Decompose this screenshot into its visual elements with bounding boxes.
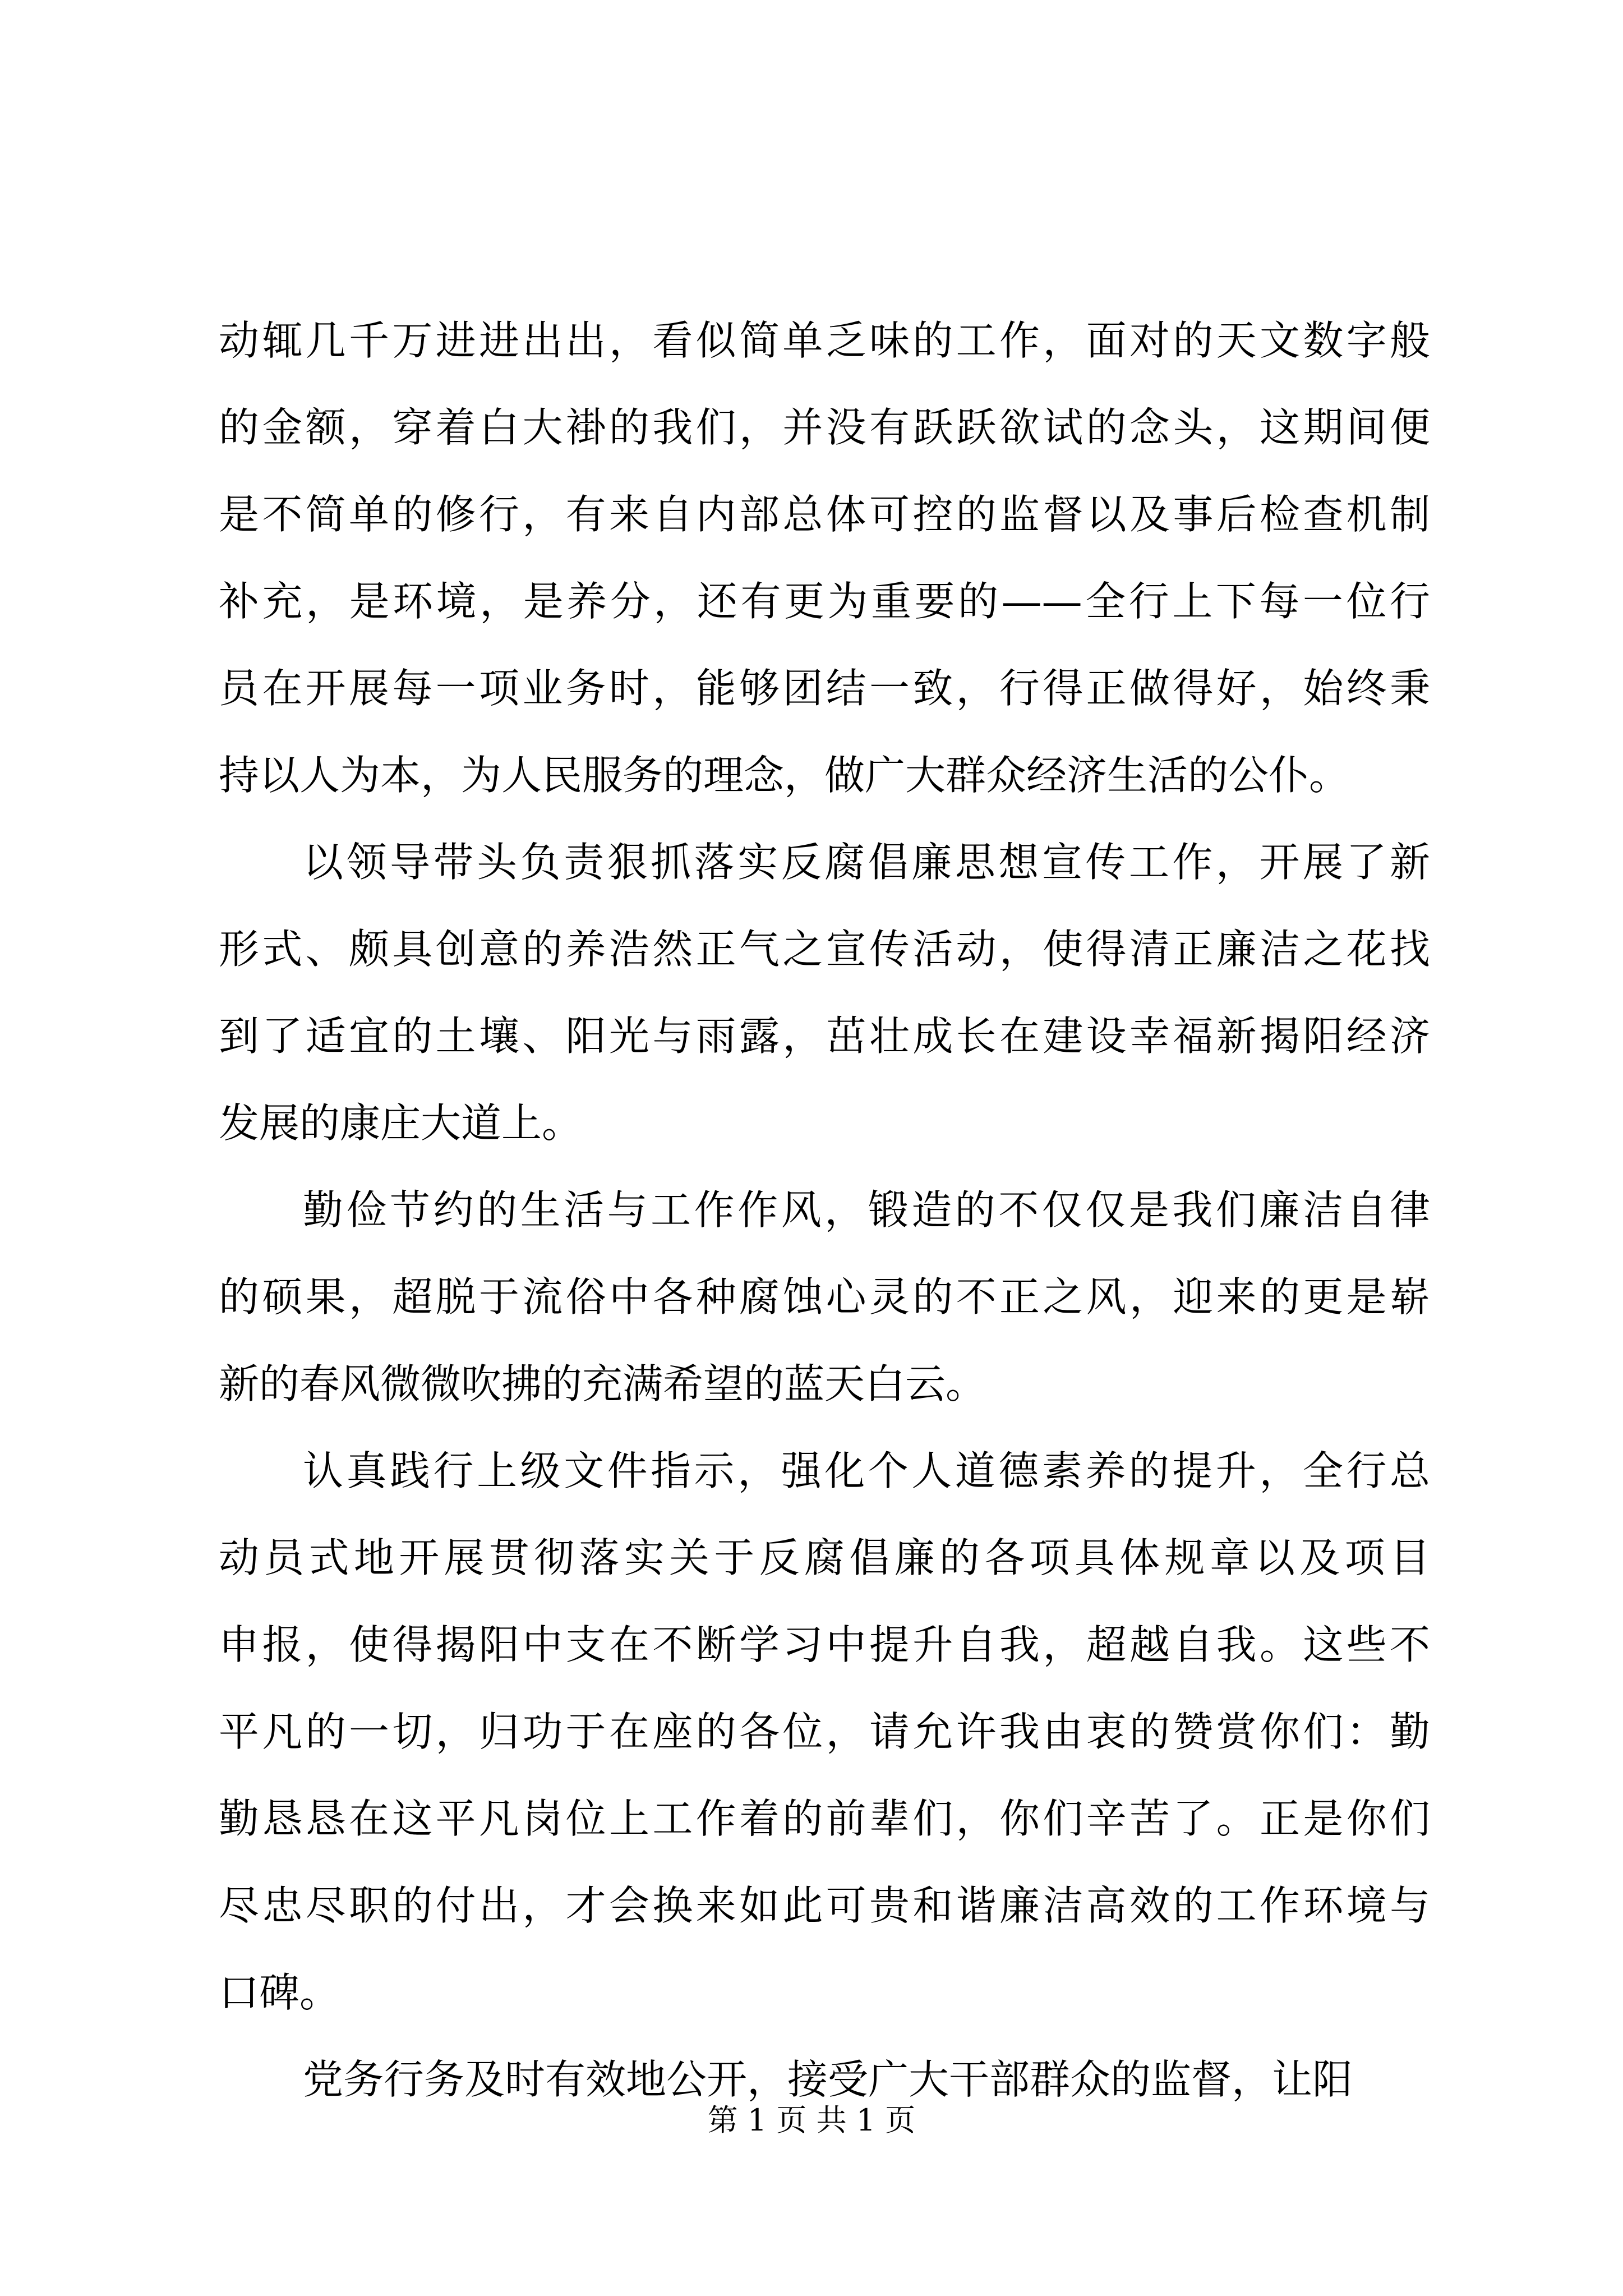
- text-line: 员在开展每一项业务时，能够团结一致，行得正做得好，始终秉: [219, 665, 1430, 712]
- document-body: [219, 297, 1430, 2123]
- text-line: 动辄几千万进进出出，看似简单乏味的工作，面对的天文数字般: [219, 317, 1430, 364]
- text-line: 勤俭节约的生活与工作作风，锻造的不仅仅是我们廉洁自律: [303, 1186, 1430, 1234]
- text-line: 的金额，穿着白大褂的我们，并没有跃跃欲试的念头，这期间便: [219, 404, 1430, 451]
- text-line: 勤恳恳在这平凡岗位上工作着的前辈们，你们辛苦了。正是你们: [219, 1795, 1430, 1842]
- paragraph: [219, 819, 1430, 1167]
- text-line: 动员式地开展贯彻落实关于反腐倡廉的各项具体规章以及项目: [219, 1534, 1430, 1581]
- text-line: 以领导带头负责狠抓落实反腐倡廉思想宣传工作，开展了新: [303, 839, 1430, 886]
- text-line: 平凡的一切，归功于在座的各位，请允许我由衷的赞赏你们：勤: [219, 1708, 1430, 1755]
- text-line: 尽忠尽职的付出，才会换来如此可贵和谐廉洁高效的工作环境与: [219, 1882, 1430, 1929]
- text-line: 是不简单的修行，有来自内部总体可控的监督以及事后检查机制: [219, 491, 1430, 538]
- text-line: 党务行务及时有效地公开，接受广大干部群众的监督，让阳: [303, 2056, 1353, 2103]
- text-line: 申报，使得揭阳中支在不断学习中提升自我，超越自我。这些不: [219, 1621, 1430, 1668]
- text-line: 形式、颇具创意的养浩然正气之宣传活动，使得清正廉洁之花找: [219, 926, 1430, 973]
- paragraph: [219, 1167, 1430, 1428]
- paragraph: [219, 1428, 1430, 2036]
- text-line: 持以人为本，为人民服务的理念，做广大群众经济生活的公仆。: [219, 752, 1350, 799]
- text-line: 发展的康庄大道上。: [219, 1099, 583, 1147]
- text-line: 到了适宜的土壤、阳光与雨露，茁壮成长在建设幸福新揭阳经济: [219, 1013, 1430, 1060]
- text-line: 的硕果，超脱于流俗中各种腐蚀心灵的不正之风，迎来的更是崭: [219, 1273, 1430, 1320]
- page-footer: 第 1 页 共 1 页: [707, 2102, 916, 2138]
- text-line: 认真践行上级文件指示，强化个人道德素养的提升，全行总: [303, 1447, 1430, 1494]
- paragraph: [219, 297, 1430, 819]
- text-line: 补充，是环境，是养分，还有更为重要的——全行上下每一位行: [219, 578, 1430, 625]
- text-line: 口碑。: [219, 1969, 340, 2016]
- text-line: 新的春风微微吹拂的充满希望的蓝天白云。: [219, 1360, 986, 1407]
